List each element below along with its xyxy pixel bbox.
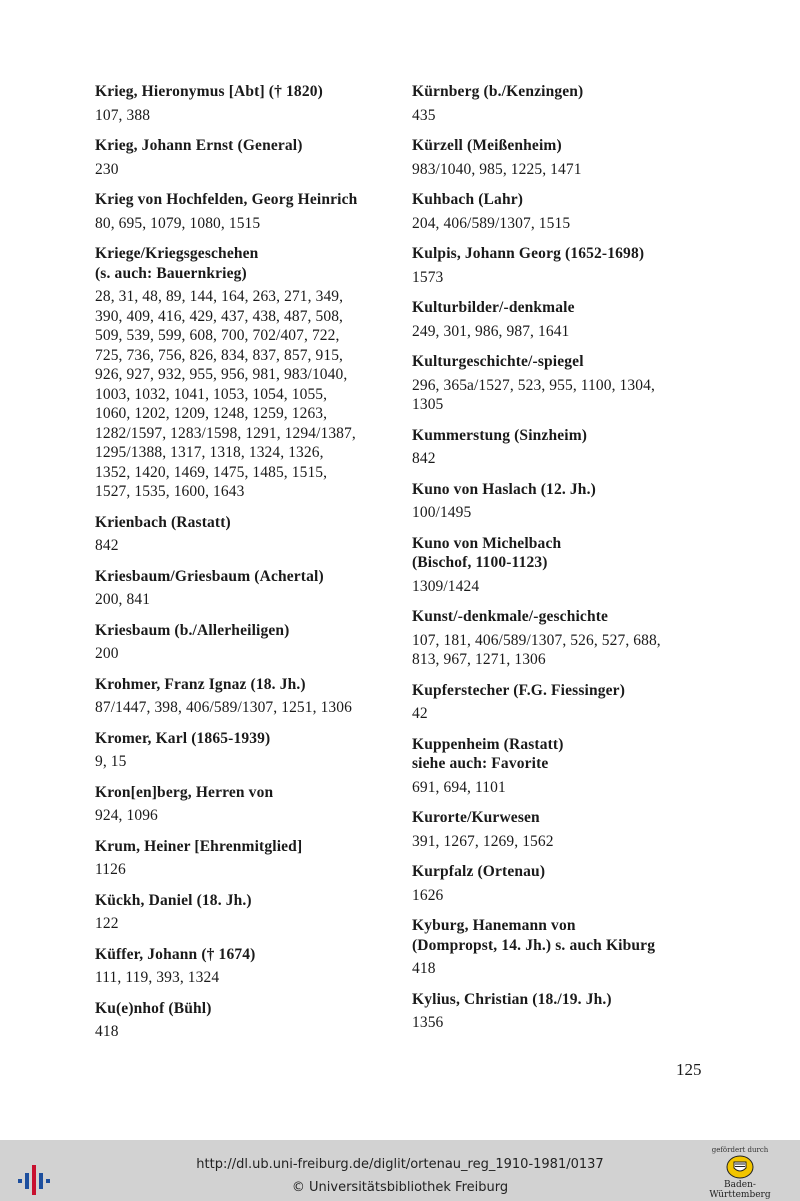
- entry-refs-line: 204, 406/589/1307, 1515: [412, 214, 571, 232]
- entry-heading-line: (s. auch: Bauernkrieg): [95, 264, 247, 282]
- copyright-text: © Universitätsbibliothek Freiburg: [291, 1180, 509, 1195]
- entry-refs-line: 1626: [412, 886, 444, 904]
- entry-heading-line: Kulpis, Johann Georg (1652-1698): [412, 245, 645, 262]
- entry-refs-line: 122: [95, 915, 119, 932]
- entry-heading-line: Krienbach (Rastatt): [95, 513, 231, 531]
- entry-page-refs: [412, 160, 712, 180]
- entry-heading: [412, 244, 712, 264]
- entry-heading-line: Krieg, Hieronymus [Abt] († 1820): [95, 83, 323, 100]
- index-entry: [95, 621, 395, 664]
- entry-refs-line: 1356: [412, 1014, 444, 1031]
- entry-refs-line: 1126: [95, 861, 126, 878]
- index-entry: [95, 82, 395, 125]
- entry-heading: [95, 190, 395, 210]
- entry-heading: [95, 244, 395, 283]
- entry-heading-line: Krieg von Hochfelden, Georg Heinrich: [95, 191, 358, 208]
- entry-refs-line: 813, 967, 1271, 1306: [412, 651, 546, 668]
- entry-heading-line: Kromer, Karl (1865-1939): [95, 729, 271, 747]
- index-entry: [412, 808, 712, 851]
- entry-refs-line: 926, 927, 932, 955, 956, 981, 983/1040,: [95, 366, 348, 383]
- index-entry: [95, 567, 395, 610]
- entry-refs-line: 200: [95, 645, 119, 662]
- entry-page-refs: [95, 106, 395, 126]
- entry-refs-line: 418: [95, 1023, 119, 1040]
- entry-refs-line: 725, 736, 756, 826, 834, 837, 857, 915,: [95, 346, 344, 364]
- entry-refs-line: 1352, 1420, 1469, 1475, 1485, 1515,: [95, 463, 328, 481]
- entry-heading-line: Krohmer, Franz Ignaz (18. Jh.): [95, 675, 306, 693]
- entry-refs-line: 230: [95, 160, 119, 178]
- entry-refs-line: 111, 119, 393, 1324: [95, 969, 220, 986]
- index-entry: [412, 480, 712, 523]
- entry-heading-line: Kuhbach (Lahr): [412, 191, 524, 208]
- entry-heading: [412, 534, 712, 573]
- index-entry: [412, 82, 712, 125]
- entry-page-refs: [95, 214, 395, 234]
- entry-heading-line: Kuppenheim (Rastatt): [412, 735, 564, 753]
- entry-page-refs: [412, 214, 712, 234]
- entry-refs-line: 924, 1096: [95, 807, 158, 824]
- entry-heading-line: Kückh, Daniel (18. Jh.): [95, 891, 252, 909]
- index-entry: [95, 945, 395, 988]
- entry-refs-line: 249, 301, 986, 987, 1641: [412, 322, 570, 340]
- entry-heading-line: Kulturbilder/-denkmale: [412, 299, 575, 316]
- entry-heading-line: Krieg, Johann Ernst (General): [95, 137, 303, 154]
- entry-page-refs: [412, 106, 712, 126]
- entry-heading-line: Kulturgeschichte/-spiegel: [412, 353, 584, 370]
- funder-label: gefördert durch: [711, 1146, 769, 1154]
- entry-page-refs: [95, 1022, 395, 1042]
- entry-heading-line: siehe auch: Favorite: [412, 755, 549, 772]
- funder-name: Baden-Württemberg: [709, 1180, 771, 1200]
- entry-refs-line: 1295/1388, 1317, 1318, 1324, 1326,: [95, 444, 324, 461]
- index-entry: [95, 837, 395, 880]
- entry-heading: [95, 136, 395, 156]
- entry-heading-line: Kron[en]berg, Herren von: [95, 783, 274, 801]
- index-entry: [412, 681, 712, 724]
- index-entry: [412, 244, 712, 287]
- entry-heading: [95, 783, 395, 803]
- entry-heading-line: Kriesbaum/Griesbaum (Achertal): [95, 567, 324, 585]
- entry-refs-line: 842: [412, 450, 436, 467]
- entry-page-refs: [95, 698, 395, 718]
- entry-heading: [95, 675, 395, 695]
- entry-page-refs: [412, 322, 712, 342]
- entry-refs-line: 509, 539, 599, 608, 700, 702/407, 722,: [95, 327, 340, 344]
- entry-page-refs: [95, 287, 395, 502]
- entry-heading-line: Kriesbaum (b./Allerheiligen): [95, 621, 290, 639]
- entry-heading-line: Kürzell (Meißenheim): [412, 137, 562, 154]
- index-entry: [412, 735, 712, 798]
- entry-heading: [412, 480, 712, 500]
- entry-page-refs: [412, 1013, 712, 1033]
- entry-heading: [412, 352, 712, 372]
- entry-page-refs: [412, 778, 712, 798]
- index-entry: [412, 607, 712, 670]
- entry-heading: [412, 82, 712, 102]
- entry-refs-line: 1003, 1032, 1041, 1053, 1054, 1055,: [95, 385, 328, 403]
- entry-refs-line: 200, 841: [95, 591, 151, 608]
- index-column-right: [412, 82, 712, 1044]
- entry-page-refs: [412, 959, 712, 979]
- entry-heading-line: Ku(e)nhof (Bühl): [95, 999, 212, 1017]
- entry-heading: [95, 891, 395, 911]
- index-entry: [95, 513, 395, 556]
- entry-heading: [412, 735, 712, 774]
- entry-heading: [95, 513, 395, 533]
- entry-heading: [95, 82, 395, 102]
- entry-refs-line: 1282/1597, 1283/1598, 1291, 1294/1387,: [95, 424, 356, 442]
- index-entry: [412, 534, 712, 597]
- entry-heading: [412, 426, 712, 446]
- entry-refs-line: 28, 31, 48, 89, 144, 164, 263, 271, 349,: [95, 288, 344, 305]
- funder-badge: [694, 1146, 786, 1198]
- entry-page-refs: [412, 886, 712, 906]
- entry-page-refs: [412, 376, 712, 415]
- entry-refs-line: 107, 181, 406/589/1307, 526, 527, 688,: [412, 631, 661, 649]
- entry-page-refs: [412, 503, 712, 523]
- entry-refs-line: 296, 365a/1527, 523, 955, 1100, 1304,: [412, 376, 655, 394]
- entry-heading-line: Kylius, Christian (18./19. Jh.): [412, 990, 612, 1008]
- entry-refs-line: 1060, 1202, 1209, 1248, 1259, 1263,: [95, 405, 328, 422]
- entry-heading: [412, 136, 712, 156]
- entry-heading-line: Kürnberg (b./Kenzingen): [412, 83, 584, 100]
- index-entry: [95, 999, 395, 1042]
- entry-refs-line: 842: [95, 537, 119, 554]
- entry-refs-line: 9, 15: [95, 753, 127, 770]
- entry-refs-line: 418: [412, 960, 436, 977]
- entry-heading-line: Kuno von Michelbach: [412, 534, 562, 552]
- entry-page-refs: [95, 914, 395, 934]
- entry-refs-line: 100/1495: [412, 504, 472, 521]
- entry-refs-line: 1305: [412, 396, 444, 413]
- entry-page-refs: [412, 631, 712, 670]
- index-entry: [95, 136, 395, 179]
- index-entry: [412, 916, 712, 979]
- entry-refs-line: 80, 695, 1079, 1080, 1515: [95, 214, 261, 232]
- index-column-left: [95, 82, 395, 1053]
- entry-heading-line: Küffer, Johann († 1674): [95, 945, 256, 963]
- entry-page-refs: [412, 704, 712, 724]
- source-url-link[interactable]: http://dl.ub.uni-freiburg.de/diglit/ortenau_reg_1910-1981/0137: [196, 1157, 604, 1172]
- entry-refs-line: 435: [412, 106, 436, 124]
- index-entry: [95, 190, 395, 233]
- entry-refs-line: 391, 1267, 1269, 1562: [412, 832, 554, 850]
- entry-refs-line: 87/1447, 398, 406/589/1307, 1251, 1306: [95, 699, 352, 716]
- entry-page-refs: [95, 968, 395, 988]
- index-entry: [412, 862, 712, 905]
- entry-refs-line: 983/1040, 985, 1225, 1471: [412, 160, 582, 178]
- index-entry: [412, 136, 712, 179]
- entry-heading: [412, 681, 712, 701]
- page-number: 125: [676, 1060, 702, 1079]
- entry-heading: [412, 990, 712, 1010]
- entry-heading-line: Kupferstecher (F.G. Fiessinger): [412, 681, 625, 699]
- entry-refs-line: 691, 694, 1101: [412, 778, 506, 796]
- entry-refs-line: 1573: [412, 268, 444, 286]
- entry-heading-line: (Dompropst, 14. Jh.) s. auch Kiburg: [412, 936, 656, 954]
- entry-refs-line: 42: [412, 705, 428, 722]
- entry-heading: [95, 729, 395, 749]
- entry-heading: [95, 945, 395, 965]
- entry-refs-line: 390, 409, 416, 429, 437, 438, 487, 508,: [95, 307, 344, 325]
- entry-heading: [95, 621, 395, 641]
- entry-heading-line: (Bischof, 1100-1123): [412, 554, 548, 571]
- entry-heading-line: Kriege/Kriegsgeschehen: [95, 245, 259, 262]
- entry-heading-line: Kuno von Haslach (12. Jh.): [412, 480, 596, 498]
- index-entry: [95, 244, 395, 502]
- entry-heading: [412, 808, 712, 828]
- index-entry: [412, 298, 712, 341]
- entry-heading: [95, 999, 395, 1019]
- index-entry: [95, 783, 395, 826]
- entry-heading: [95, 567, 395, 587]
- entry-heading: [95, 837, 395, 857]
- entry-heading-line: Krum, Heiner [Ehrenmitglied]: [95, 837, 303, 855]
- entry-page-refs: [95, 160, 395, 180]
- entry-page-refs: [412, 832, 712, 852]
- entry-refs-line: 1309/1424: [412, 577, 480, 595]
- index-entry: [412, 190, 712, 233]
- index-entry: [95, 675, 395, 718]
- entry-heading: [412, 607, 712, 627]
- entry-heading-line: Kummerstung (Sinzheim): [412, 426, 588, 444]
- entry-page-refs: [95, 590, 395, 610]
- entry-page-refs: [95, 860, 395, 880]
- entry-page-refs: [95, 644, 395, 664]
- footer-bar: [0, 1140, 800, 1201]
- entry-heading-line: Kurorte/Kurwesen: [412, 809, 540, 826]
- entry-page-refs: [412, 449, 712, 469]
- entry-refs-line: 107, 388: [95, 106, 151, 124]
- entry-page-refs: [95, 536, 395, 556]
- entry-page-refs: [95, 752, 395, 772]
- entry-heading: [412, 862, 712, 882]
- baden-wuerttemberg-crest-icon: [725, 1155, 755, 1179]
- index-entry: [95, 729, 395, 772]
- entry-heading-line: Kurpfalz (Ortenau): [412, 863, 546, 880]
- entry-heading-line: Kunst/-denkmale/-geschichte: [412, 608, 609, 625]
- index-entry: [412, 990, 712, 1033]
- entry-heading: [412, 298, 712, 318]
- index-entry: [412, 352, 712, 415]
- entry-page-refs: [412, 577, 712, 597]
- entry-page-refs: [95, 806, 395, 826]
- entry-heading-line: Kyburg, Hanemann von: [412, 917, 576, 934]
- entry-heading: [412, 190, 712, 210]
- entry-page-refs: [412, 268, 712, 288]
- entry-refs-line: 1527, 1535, 1600, 1643: [95, 483, 245, 500]
- index-entry: [412, 426, 712, 469]
- index-entry: [95, 891, 395, 934]
- entry-heading: [412, 916, 712, 955]
